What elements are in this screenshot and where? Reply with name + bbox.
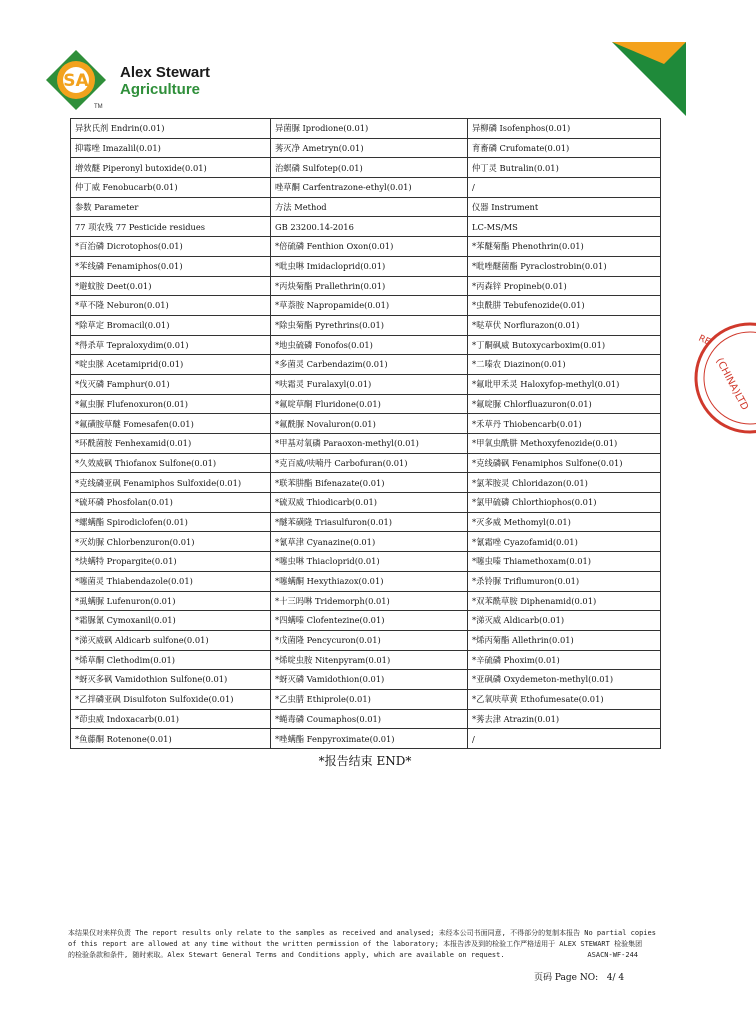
table-row — [71, 453, 661, 473]
form-code: ASACN-WF-244 — [587, 951, 638, 959]
table-cell: *硫环磷 Phosfolan(0.01) — [71, 493, 271, 513]
table-cell: *甲氧虫酰肼 Methoxyfenozide(0.01) — [468, 434, 661, 454]
table-cell: *噻虫嗪 Thiamethoxam(0.01) — [468, 552, 661, 572]
table-cell: 仪器 Instrument — [468, 197, 661, 217]
table-row — [71, 237, 661, 257]
table-cell: *得杀草 Tepraloxydim(0.01) — [71, 335, 271, 355]
report-end-mark: *报告结束 END* — [318, 754, 412, 768]
table-cell: 异狄氏剂 Endrin(0.01) — [71, 119, 271, 139]
table-cell: *草不隆 Neburon(0.01) — [71, 296, 271, 316]
table-cell: *莠去津 Atrazin(0.01) — [468, 709, 661, 729]
table-row — [71, 276, 661, 296]
company-logo — [40, 46, 230, 112]
table-cell: 异柳磷 Isofenphos(0.01) — [468, 119, 661, 139]
table-row — [71, 630, 661, 650]
table-cell: *氯苯胺灵 Chloridazon(0.01) — [468, 473, 661, 493]
table-row — [71, 315, 661, 335]
table-cell: *氟酰脲 Novaluron(0.01) — [271, 414, 468, 434]
table-cell: *唑螨酯 Fenpyroximate(0.01) — [271, 729, 468, 749]
table-cell: *噻菌灵 Thiabendazole(0.01) — [71, 571, 271, 591]
page-number-value: 4/ 4 — [606, 973, 625, 983]
table-cell: *克百威/呋喃丹 Carbofuran(0.01) — [271, 453, 468, 473]
table-cell: 治螟磷 Sulfotep(0.01) — [271, 158, 468, 178]
table-cell: *甲基对氧磷 Paraoxon-methyl(0.01) — [271, 434, 468, 454]
table-cell: 抑霉唑 Imazalil(0.01) — [71, 138, 271, 158]
table-cell: *螺螨酯 Spirodiclofen(0.01) — [71, 512, 271, 532]
table-row — [71, 611, 661, 631]
table-cell: *氟磺胺草醚 Fomesafen(0.01) — [71, 414, 271, 434]
logo-emblem-icon — [46, 50, 106, 110]
footer-line: of this report are allowed at any time without the written permission of the laboratory; 本报告涉及到的检验工作严格适用于 ALEX STEWART 检验集团 — [68, 940, 643, 948]
table-cell: *蚜灭多砜 Vamidothion Sulfone(0.01) — [71, 670, 271, 690]
table-cell: *伐灭磷 Famphur(0.01) — [71, 374, 271, 394]
table-cell: *百治磷 Dicrotophos(0.01) — [71, 237, 271, 257]
table-cell: *醚苯磺隆 Triasulfuron(0.01) — [271, 512, 468, 532]
table-cell: 方法 Method — [271, 197, 468, 217]
table-row — [71, 158, 661, 178]
table-row — [71, 493, 661, 513]
table-row — [71, 414, 661, 434]
table-row — [71, 591, 661, 611]
trademark-mark: TM — [94, 104, 103, 110]
table-cell: *二嗪农 Diazinon(0.01) — [468, 355, 661, 375]
table-cell: *氟啶脲 Chlorfluazuron(0.01) — [468, 394, 661, 414]
table-cell: *乙拌磷亚砜 Disulfoton Sulfoxide(0.01) — [71, 689, 271, 709]
table-cell: *氰霜唑 Cyazofamid(0.01) — [468, 532, 661, 552]
table-row — [71, 709, 661, 729]
table-cell: / — [468, 729, 661, 749]
table-cell: *噻螨酮 Hexythiazox(0.01) — [271, 571, 468, 591]
table-row — [71, 552, 661, 572]
table-cell: *多菌灵 Carbendazim(0.01) — [271, 355, 468, 375]
table-cell: *环酰菌胺 Fenhexamid(0.01) — [71, 434, 271, 454]
table-row — [71, 689, 661, 709]
table-cell: 参数 Parameter — [71, 197, 271, 217]
table-cell: *除虫菊酯 Pyrethrins(0.01) — [271, 315, 468, 335]
table-cell: *涕灭威 Aldicarb(0.01) — [468, 611, 661, 631]
table-cell: 唑草酮 Carfentrazone-ethyl(0.01) — [271, 178, 468, 198]
svg-text:(CHINA)LTD: (CHINA)LTD — [713, 356, 751, 413]
table-row — [71, 670, 661, 690]
table-cell: *烯啶虫胺 Nitenpyram(0.01) — [271, 650, 468, 670]
table-cell: *丁酮砜威 Butoxycarboxim(0.01) — [468, 335, 661, 355]
page-number-label: 页码 Page NO: — [534, 973, 599, 983]
table-cell: *避蚊胺 Deet(0.01) — [71, 276, 271, 296]
table-cell: *草萘胺 Napropamide(0.01) — [271, 296, 468, 316]
table-cell: *哒草伏 Norflurazon(0.01) — [468, 315, 661, 335]
table-row — [71, 394, 661, 414]
table-cell: *灭多威 Methomyl(0.01) — [468, 512, 661, 532]
table-cell: *杀铃脲 Triflumuron(0.01) — [468, 571, 661, 591]
table-cell: 莠灭净 Ametryn(0.01) — [271, 138, 468, 158]
page-number — [534, 970, 624, 983]
corner-decoration-icon — [612, 42, 686, 116]
table-cell: *十三吗啉 Tridemorph(0.01) — [271, 591, 468, 611]
table-row — [71, 650, 661, 670]
table-cell: *丙炔菊酯 Prallethrin(0.01) — [271, 276, 468, 296]
table-cell: *虱螨脲 Lufenuron(0.01) — [71, 591, 271, 611]
table-row — [71, 355, 661, 375]
table-cell: 仲丁灵 Butralin(0.01) — [468, 158, 661, 178]
table-cell: *啶虫脒 Acetamiprid(0.01) — [71, 355, 271, 375]
table-cell: *氟吡甲禾灵 Haloxyfop-methyl(0.01) — [468, 374, 661, 394]
table-cell: *霜脲氰 Cymoxanil(0.01) — [71, 611, 271, 631]
table-cell: *苯醚菊酯 Phenothrin(0.01) — [468, 237, 661, 257]
table-cell: *烯草酮 Clethodim(0.01) — [71, 650, 271, 670]
table-cell: *蝇毒磷 Coumaphos(0.01) — [271, 709, 468, 729]
table-row — [71, 434, 661, 454]
table-cell: *倍硫磷 Fenthion Oxon(0.01) — [271, 237, 468, 257]
table-cell: *吡虫啉 Imidacloprid(0.01) — [271, 256, 468, 276]
table-cell: *禾草丹 Thiobencarb(0.01) — [468, 414, 661, 434]
table-row — [71, 512, 661, 532]
table-cell: *除草定 Bromacil(0.01) — [71, 315, 271, 335]
table-cell: 仲丁威 Fenobucarb(0.01) — [71, 178, 271, 198]
table-cell: *烯丙菊酯 Allethrin(0.01) — [468, 630, 661, 650]
table-cell: *虫酰肼 Tebufenozide(0.01) — [468, 296, 661, 316]
table-row — [71, 374, 661, 394]
table-row — [71, 197, 661, 217]
table-cell: *丙森锌 Propineb(0.01) — [468, 276, 661, 296]
table-cell: *氰草津 Cyanazine(0.01) — [271, 532, 468, 552]
table-cell: *乙虫腈 Ethiprole(0.01) — [271, 689, 468, 709]
table-cell: / — [468, 178, 661, 198]
table-cell: *克线磷亚砜 Fenamiphos Sulfoxide(0.01) — [71, 473, 271, 493]
table-cell: *亚砜磷 Oxydemeton-methyl(0.01) — [468, 670, 661, 690]
table-row — [71, 217, 661, 237]
footer-line: 的检验条款和条件, 随时索取。Alex Stewart General Terms and Conditions apply, which are available on request. — [68, 951, 505, 959]
table-cell: *双苯酰草胺 Diphenamid(0.01) — [468, 591, 661, 611]
table-cell: *吡唑醚菌酯 Pyraclostrobin(0.01) — [468, 256, 661, 276]
disclaimer-footer — [68, 928, 668, 961]
table-cell: *噻虫啉 Thiacloprid(0.01) — [271, 552, 468, 572]
table-cell: *地虫硫磷 Fonofos(0.01) — [271, 335, 468, 355]
table-row — [71, 119, 661, 139]
footer-line: 本结果仅对来样负责 The report results only relate to the samples as received and analysed; 未经本公司书面同意, 不得部分的复制本报告 No partial copies — [68, 929, 656, 937]
table-cell: *炔螨特 Propargite(0.01) — [71, 552, 271, 572]
brand-name: Alex Stewart — [120, 64, 211, 81]
svg-text:RE: RE — [696, 333, 712, 348]
table-cell: *灭幼脲 Chlorbenzuron(0.01) — [71, 532, 271, 552]
table-cell: *鱼藤酮 Rotenone(0.01) — [71, 729, 271, 749]
table-row — [71, 296, 661, 316]
table-cell: GB 23200.14-2016 — [271, 217, 468, 237]
table-cell: 异菌脲 Iprodione(0.01) — [271, 119, 468, 139]
svg-text:SA: SA — [63, 71, 89, 91]
table-cell: *苯线磷 Fenamiphos(0.01) — [71, 256, 271, 276]
table-row — [71, 532, 661, 552]
table-cell: *辛硫磷 Phoxim(0.01) — [468, 650, 661, 670]
table-row — [71, 138, 661, 158]
table-cell: *久效威砜 Thiofanox Sulfone(0.01) — [71, 453, 271, 473]
table-row — [71, 256, 661, 276]
table-row — [71, 335, 661, 355]
table-cell: *蚜灭磷 Vamidothion(0.01) — [271, 670, 468, 690]
pesticide-results-table — [70, 118, 661, 749]
table-cell: *氯甲硫磷 Chlorthiophos(0.01) — [468, 493, 661, 513]
table-cell: 增效醚 Piperonyl butoxide(0.01) — [71, 158, 271, 178]
table-row — [71, 473, 661, 493]
table-cell: *乙氧呋草黄 Ethofumesate(0.01) — [468, 689, 661, 709]
table-cell: *四螨嗪 Clofentezine(0.01) — [271, 611, 468, 631]
table-cell: *茚虫威 Indoxacarb(0.01) — [71, 709, 271, 729]
table-row — [71, 729, 661, 749]
table-cell: *氟啶草酮 Fluridone(0.01) — [271, 394, 468, 414]
table-cell: LC-MS/MS — [468, 217, 661, 237]
table-cell: *克线磷砜 Fenamiphos Sulfone(0.01) — [468, 453, 661, 473]
company-seal-icon — [686, 318, 756, 438]
table-cell: *硫双威 Thiodicarb(0.01) — [271, 493, 468, 513]
table-cell: 育畜磷 Crufomate(0.01) — [468, 138, 661, 158]
table-cell: *涕灭威砜 Aldicarb sulfone(0.01) — [71, 630, 271, 650]
table-cell: *戊菌隆 Pencycuron(0.01) — [271, 630, 468, 650]
table-cell: 77 项农残 77 Pesticide residues — [71, 217, 271, 237]
table-cell: *呋霜灵 Furalaxyl(0.01) — [271, 374, 468, 394]
table-row — [71, 178, 661, 198]
table-row — [71, 571, 661, 591]
table-cell: *氟虫脲 Flufenoxuron(0.01) — [71, 394, 271, 414]
table-cell: *联苯肼酯 Bifenazate(0.01) — [271, 473, 468, 493]
brand-division: Agriculture — [120, 81, 201, 98]
